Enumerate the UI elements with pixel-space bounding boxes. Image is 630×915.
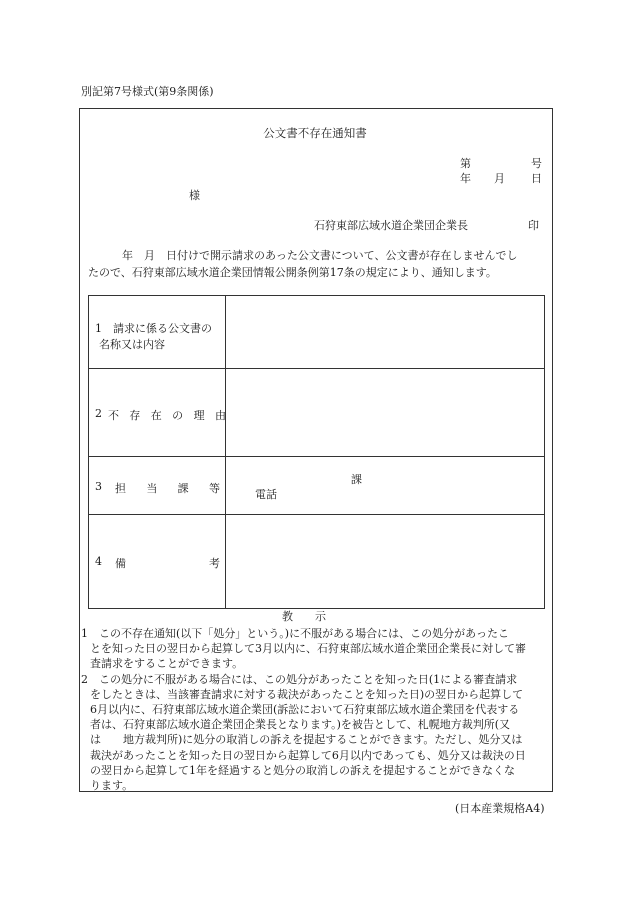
notice-body-line: たので、石狩東部広域水道企業団情報公開条例第17条の規定により、通知します。 [88,266,497,279]
row-label-cell [89,369,226,456]
date-year: 年 [460,172,471,185]
addressee-suffix: 様 [189,189,200,202]
table-row-reason [89,368,544,456]
row-label: 1 請求に係る公文書の [95,322,212,335]
document-title: 公文書不存在通知書 [263,126,367,140]
instructions-title: 教示 [282,610,348,623]
row-number: 2 [95,407,102,420]
phone-label: 電話 [255,488,277,501]
row-label-cell [89,296,226,368]
table-row-remarks [89,514,544,608]
table-row-document-name [89,296,544,368]
row-label: 不 存 在 の 理 由 [108,409,226,422]
table-row-department [89,456,544,514]
date-month: 月 [494,172,505,185]
number-suffix: 号 [531,157,542,170]
note-item: 2 この処分に不服がある場合には、この処分があったことを知った日(1による審査請求 をしたときは、当該審査請求に対する裁決があったことを知った日)の翌日から起算して 6月以内に、石狩東部広域水道企業団(訴訟において石狩東部広域水道企業団を代表する 者は、石狩東部広域水道企業団企業長となります。)を被告として、札幌地方裁判所(又 は 地方裁判所)に処分の取消しの訴えを提起することができます。ただし、処分又は 裁決があったことを知った日の翌日から起算して6月以内であっても、処分又は裁決の日 の翌日から起算して1年を経過すると処分の取消しの訴えを提起することができなくな ります。 [81,672,526,793]
note-item: 1 この不存在通知(以下「処分」という。)に不服がある場合には、この処分があったこ とを知った日の翌日から起算して3月以内に、石狩東部広域水道企業団企業長に対して審 査請求をすることができます。 [81,627,526,671]
row-number: 4 [95,555,102,568]
detail-table [88,295,545,609]
row-label-cell [89,457,226,514]
date-day: 日 [531,172,542,185]
row-label: 名称又は内容 [99,338,165,351]
row-number: 3 [95,480,102,493]
form-reference: 別記第7号様式(第9条関係) [81,85,214,98]
number-prefix: 第 [460,157,471,170]
notice-body [88,247,550,281]
row-label-cell [89,515,226,608]
instructions-notes [81,626,553,793]
seal-mark: 印 [528,219,539,232]
notice-body-line: 年 月 日付けで開示請求のあった公文書について、公文書が存在しませんでし [122,249,518,262]
row-label: 担 当 課 等 [115,482,220,495]
issuer-name: 石狩東部広域水道企業団企業長 [314,219,468,232]
paper-size-note: (日本産業規格A4) [455,802,545,815]
department-suffix: 課 [351,473,362,486]
row-label: 備 考 [115,557,220,570]
